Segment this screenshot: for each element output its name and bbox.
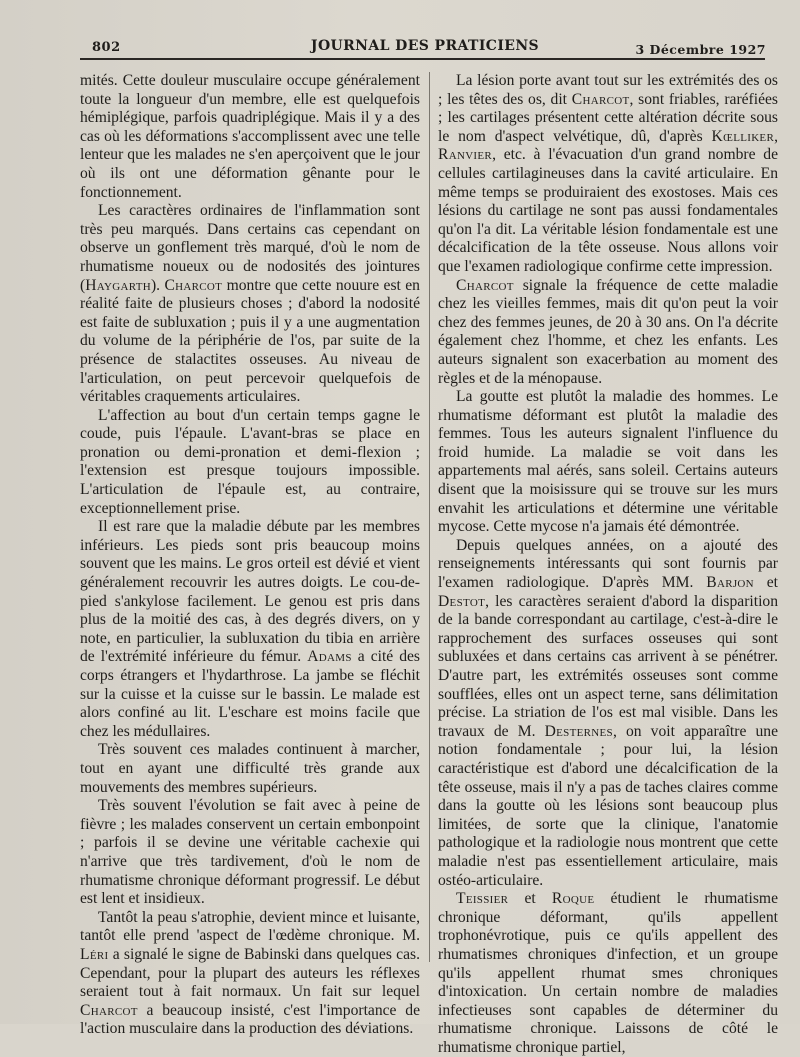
text-run: a signalé le signe de Babinski dans quelques cas. Cependant, pour la plupart des auteurs les réflexes seraient tout à fait normaux. Un fait sur lequel <box>80 945 420 1001</box>
author-name: Desternes <box>544 722 613 740</box>
text-run: étudient le rhumatisme chronique déformant, qu'ils appellent trophonévrotique, puis ce qu'ils appellent des rhumatismes chroniques d'infection, et un groupe qu'ils appellent rhumat smes chroniques d'intoxication. Un certain nombre de maladies infectieuses sont capables de déterminer du rhumatisme chronique. Laissons de côté le rhumatisme chronique partiel, <box>438 890 778 1056</box>
text-run: La lésion porte avant tout sur les extrémités des os ; les têtes des os, dit <box>438 72 778 108</box>
author-name: Barjon <box>706 574 754 592</box>
right-column <box>438 72 778 1057</box>
text-run: ). <box>150 276 165 294</box>
text-run: , <box>774 127 778 145</box>
left-column <box>80 72 420 1039</box>
text-run: a beaucoup insisté, c'est l'importance de l'action musculaire dans la production des déviations. <box>80 1001 420 1038</box>
paragraph <box>80 407 420 519</box>
paragraph <box>438 277 778 389</box>
journal-title: JOURNAL DES PRATICIENS <box>310 38 540 54</box>
text-run: , etc. à l'évacuation d'un grand nombre de cellules cartilagineuses dans la cavité articulaire. En même temps se produiraient des exostoses. Mais ces lésions du cartilage ne sont pas aussi fondamentales qu'on l'a dit. La véritable lésion fondamentale est une décalcification de la tête osseuse. Nous allons voir que l'examen radiologique confirme cette impression. <box>438 146 778 275</box>
author-name: Haygarth <box>85 276 151 294</box>
page-number: 802 <box>92 40 121 55</box>
text-run: L'affection au bout d'un certain temps gagne le coude, puis l'épaule. L'avant-bras se place en pronation ou demi-pronation et demi-flexion ; l'extension est presque toujours impossible. L'articulation de l'épaule est, au contraire, exceptionnellement prise. <box>80 406 420 517</box>
paragraph <box>438 388 778 537</box>
text-run: a cité des corps étrangers et l'hydarthrose. La jambe se fléchit sur la cuisse et la cuisse sur le bassin. Le malade est alors confiné au lit. L'eschare est moins facile que chez les médullaires. <box>80 648 420 740</box>
author-name: Ranvier <box>438 146 493 164</box>
text-run: Très souvent l'évolution se fait avec à peine de fièvre ; les malades conservent un certain embonpoint ; parfois il se devine une véritable cachexie qui n'arrive que très tardivement, d'où le nom de rhumatisme chronique déformant progressif. Le début est lent et insidieux. <box>80 797 420 908</box>
text-run: Très souvent ces malades continuent à marcher, tout en ayant une difficulté très grande aux mouvements des membres supérieurs. <box>80 741 420 796</box>
text-run: La goutte est plutôt la maladie des hommes. Le rhumatisme déformant est plutôt la maladie des femmes. Tous les auteurs signalent l'influence du froid humide. La maladie se voit dans les appartements mal aérés, sans soleil. Certains auteurs disent que la moisissure qui se trouve sur les murs envahit les articulations et détermine une véritable mycose. Cette mycose n'a jamais été démontrée. <box>438 388 778 536</box>
paragraph <box>438 537 778 890</box>
author-name: Destot <box>438 592 486 610</box>
column-divider <box>429 72 430 962</box>
text-run: , les caractères seraient d'abord la disparition de la bande correspondant au cartilage, c'est-à-dire le rapprochement des surfaces osseuses qui sont subluxées et dans certains cas arrivent à se pénétrer. D'autre part, les extrémités osseuses sont comme soufflées, elles ont un aspect terne, sans délimitation précise. La striation de l'os est mal visible. Dans les travaux de M. <box>438 592 778 740</box>
header-rule <box>80 58 765 60</box>
text-run: montre que cette nouure est en réalité faite de plusieurs choses ; d'abord la nodosité est faite de subluxation ; puis il y a une augmentation du volume de la périphérie de l'os, par suite de la présence de stalactites osseuses. Au niveau de l'articulation, on peut percevoir quelquefois de véritables craquements articulaires. <box>80 276 420 406</box>
text-run: Tantôt la peau s'atrophie, devient mince et luisante, tantôt elle prend 'aspect de l'œdème chronique. M. <box>80 908 420 945</box>
author-name: Charcot <box>80 1001 138 1019</box>
text-run: Les caractères ordinaires de l'inflammation sont très peu marqués. Dans certains cas cependant on observe un gonflement très marqué, d'où le nom de rhumatisme noueux ou de nodosités des jointures ( <box>80 202 420 294</box>
text-run: et <box>508 890 552 908</box>
text-run: et <box>753 574 778 592</box>
paragraph <box>438 890 778 1057</box>
author-name: Teissier <box>456 890 509 908</box>
running-header <box>84 38 766 58</box>
text-run: mités. Cette douleur musculaire occupe généralement toute la longueur d'un membre, elle est quelquefois hémiplégique, parfois quadriplégique. Mais il y a des cas où les déformations s'accomplissent avec une telle lenteur que les malades ne s'en aperçoivent que le jour où ils ont une déformation gênante pour le fonctionnement. <box>80 72 420 201</box>
paragraph <box>80 72 420 202</box>
author-name: Charcot <box>456 276 514 294</box>
issue-date: 3 Décembre 1927 <box>635 42 766 57</box>
author-name: Léri <box>80 945 109 963</box>
paragraph <box>80 202 420 407</box>
paragraph <box>80 797 420 909</box>
author-name: Kœlliker <box>711 127 775 145</box>
paragraph <box>80 741 420 797</box>
paragraph <box>438 72 778 277</box>
paragraph <box>80 909 420 1039</box>
author-name: Adams <box>307 648 352 666</box>
text-run: Il est rare que la maladie débute par les membres inférieurs. Les pieds sont pris beaucoup moins souvent que les mains. Le gros orteil est dévié et vient généralement recouvrir les autres doigts. Le cou-de-pied s'ankylose facilement. Le genou est pris dans plus de la moitié des cas, à des degrés divers, on y note, en particulier, la subluxation du tibia en arrière de l'extrémité inférieure du fémur. <box>80 518 420 666</box>
paragraph <box>80 518 420 741</box>
text-run: Depuis quelques années, on a ajouté des renseignements intéressants qui sont fournis par l'examen radiologique. D'après MM. <box>438 536 778 592</box>
text-run: , sont friables, raréfiées ; les cartilages présentent cette altération décrite sous le nom d'aspect velvétique, dû, d'après <box>438 90 778 145</box>
author-name: Charcot <box>571 90 630 108</box>
author-name: Roque <box>551 890 595 908</box>
author-name: Charcot <box>164 276 223 294</box>
text-run: , on voit apparaître une notion fondamentale ; pour lui, la lésion caractéristique est d'abord une décalcification de la tête osseuse, mais il n'y a pas de taches claires comme dans la goutte où les lésions sont beaucoup plus limitées, de sorte que la clinique, l'anatomie pathologique et la radiologie nous montrent que cette maladie n'est pas essentiellement articulaire, mais ostéo-articulaire. <box>438 722 778 889</box>
text-run: signale la fréquence de cette maladie chez les vieilles femmes, mais dit qu'on peut la voir chez des femmes jeunes, de 20 à 30 ans. On l'a décrite également chez l'homme, et chez les enfants. Les auteurs signalent son exacerbation au moment des règles et de la ménopause. <box>438 276 778 387</box>
